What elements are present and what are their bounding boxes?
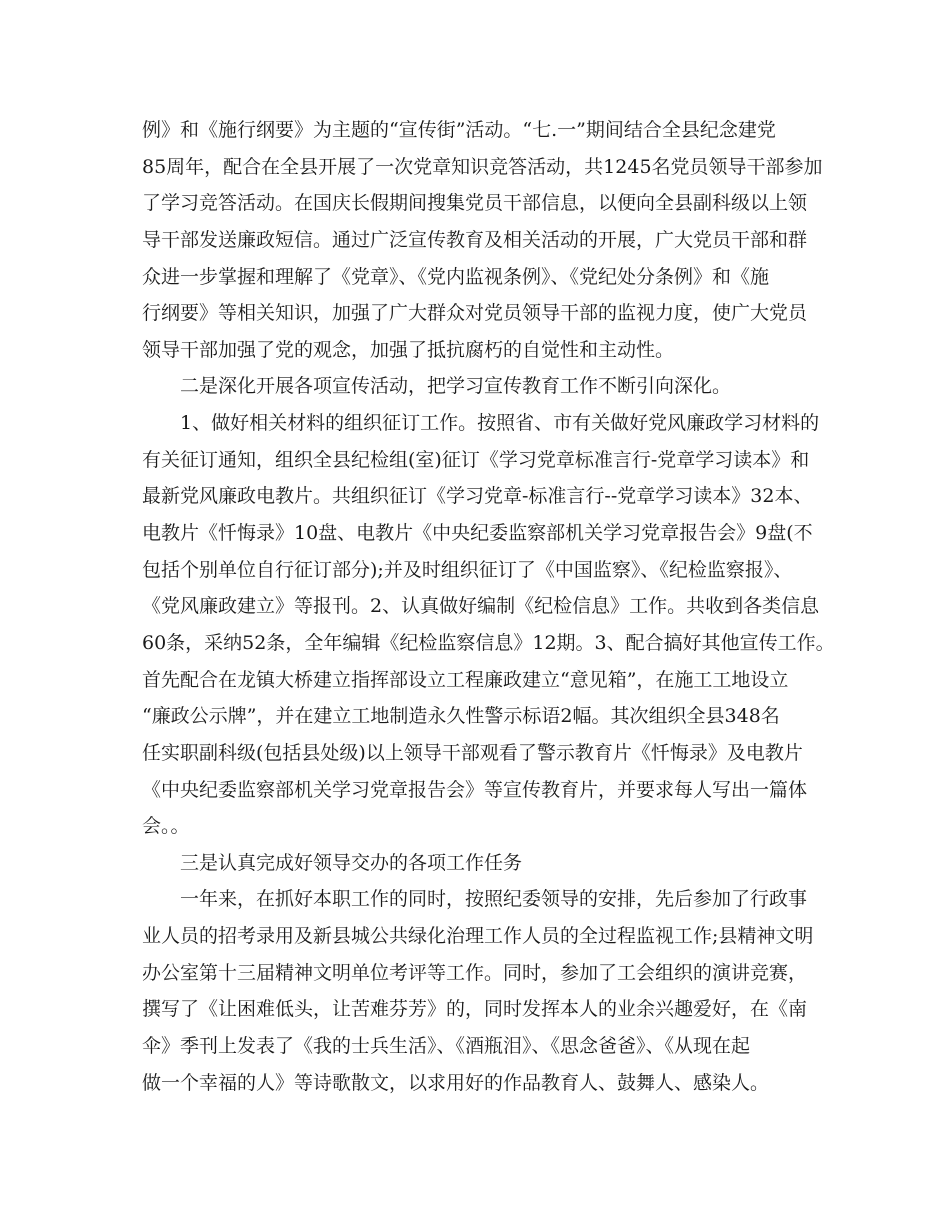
text-line: 85周年，配合在全县开展了一次党章知识竞答活动，共1245名党员领导干部参加 xyxy=(142,155,823,178)
text-line: “廉政公示牌”，并在建立工地制造永久性警示标语2幅。其次组织全县348名 xyxy=(142,705,780,728)
text-line: 会。。 xyxy=(142,815,190,838)
document-body xyxy=(142,112,835,1101)
text-line: 《党风廉政建立》等报刊。2、认真做好编制《纪检信息》工作。共收到各类信息 xyxy=(142,595,820,618)
text-line: 最新党风廉政电教片。共组织征订《学习党章-标准言行--党章学习读本》32本、 xyxy=(142,485,813,508)
text-line: 做一个幸福的人》等诗歌散文，以求用好的作品教育人、鼓舞人、感染人。 xyxy=(142,1071,770,1094)
text-line: 三是认真完成好领导交办的各项工作任务 xyxy=(180,851,523,874)
text-line: 首先配合在龙镇大桥建立指挥部设立工程廉政建立“意见箱”，在施工工地设立 xyxy=(142,668,789,691)
text-line: 二是深化开展各项宣传活动，把学习宣传教育工作不断引向深化。 xyxy=(180,375,732,398)
text-line: 办公室第十三届精神文明单位考评等工作。同时，参加了工会组织的演讲竞赛， xyxy=(142,961,808,984)
text-line: 领导干部加强了党的观念，加强了抵抗腐朽的自觉性和主动性。 xyxy=(142,338,675,361)
text-line: 众进一步掌握和理解了《党章》、《党内监视条例》、《党纪处分条例》和《施 xyxy=(142,265,770,288)
text-line: 包括个别单位自行征订部分);并及时组织征订了《中国监察》、《纪检监察报》、 xyxy=(142,558,793,581)
text-line: 1、做好相关材料的组织征订工作。按照省、市有关做好党风廉政学习材料的 xyxy=(180,412,820,435)
text-line: 60条，采纳52条，全年编辑《纪检监察信息》12期。3、配合搞好其他宣传工作。 xyxy=(142,631,835,654)
text-line: 业人员的招考录用及新县城公共绿化治理工作人员的全过程监视工作;县精神文明 xyxy=(142,925,814,948)
text-line: 导干部发送廉政短信。通过广泛宣传教育及相关活动的开展，广大党员干部和群 xyxy=(142,228,808,251)
text-line: 例》和《施行纲要》为主题的“宣传街”活动。“七.一”期间结合全县纪念建党 xyxy=(142,119,776,141)
text-line: 了学习竞答活动。在国庆长假期间搜集党员干部信息，以便向全县副科级以上领 xyxy=(142,192,808,215)
text-line: 伞》季刊上发表了《我的士兵生活》、《酒瓶泪》、《思念爸爸》、《从现在起 xyxy=(142,1035,751,1058)
text-line: 行纲要》等相关知识，加强了广大群众对党员领导干部的监视力度，使广大党员 xyxy=(142,302,808,325)
text-line: 一年来，在抓好本职工作的同时，按照纪委领导的安排，先后参加了行政事 xyxy=(180,888,808,911)
text-line: 有关征订通知，组织全县纪检组(室)征订《学习党章标准言行-党章学习读本》和 xyxy=(142,448,810,471)
text-line: 《中央纪委监察部机关学习党章报告会》等宣传教育片，并要求每人写出一篇体 xyxy=(142,778,808,801)
text-line: 撰写了《让困难低头，让苦难芬芳》的，同时发挥本人的业余兴趣爱好，在《南 xyxy=(142,998,808,1021)
text-line: 电教片《忏悔录》10盘、电教片《中央纪委监察部机关学习党章报告会》9盘(不 xyxy=(142,522,813,545)
text-line: 任实职副科级(包括县处级)以上领导干部观看了警示教育片《忏悔录》及电教片 xyxy=(142,741,803,764)
